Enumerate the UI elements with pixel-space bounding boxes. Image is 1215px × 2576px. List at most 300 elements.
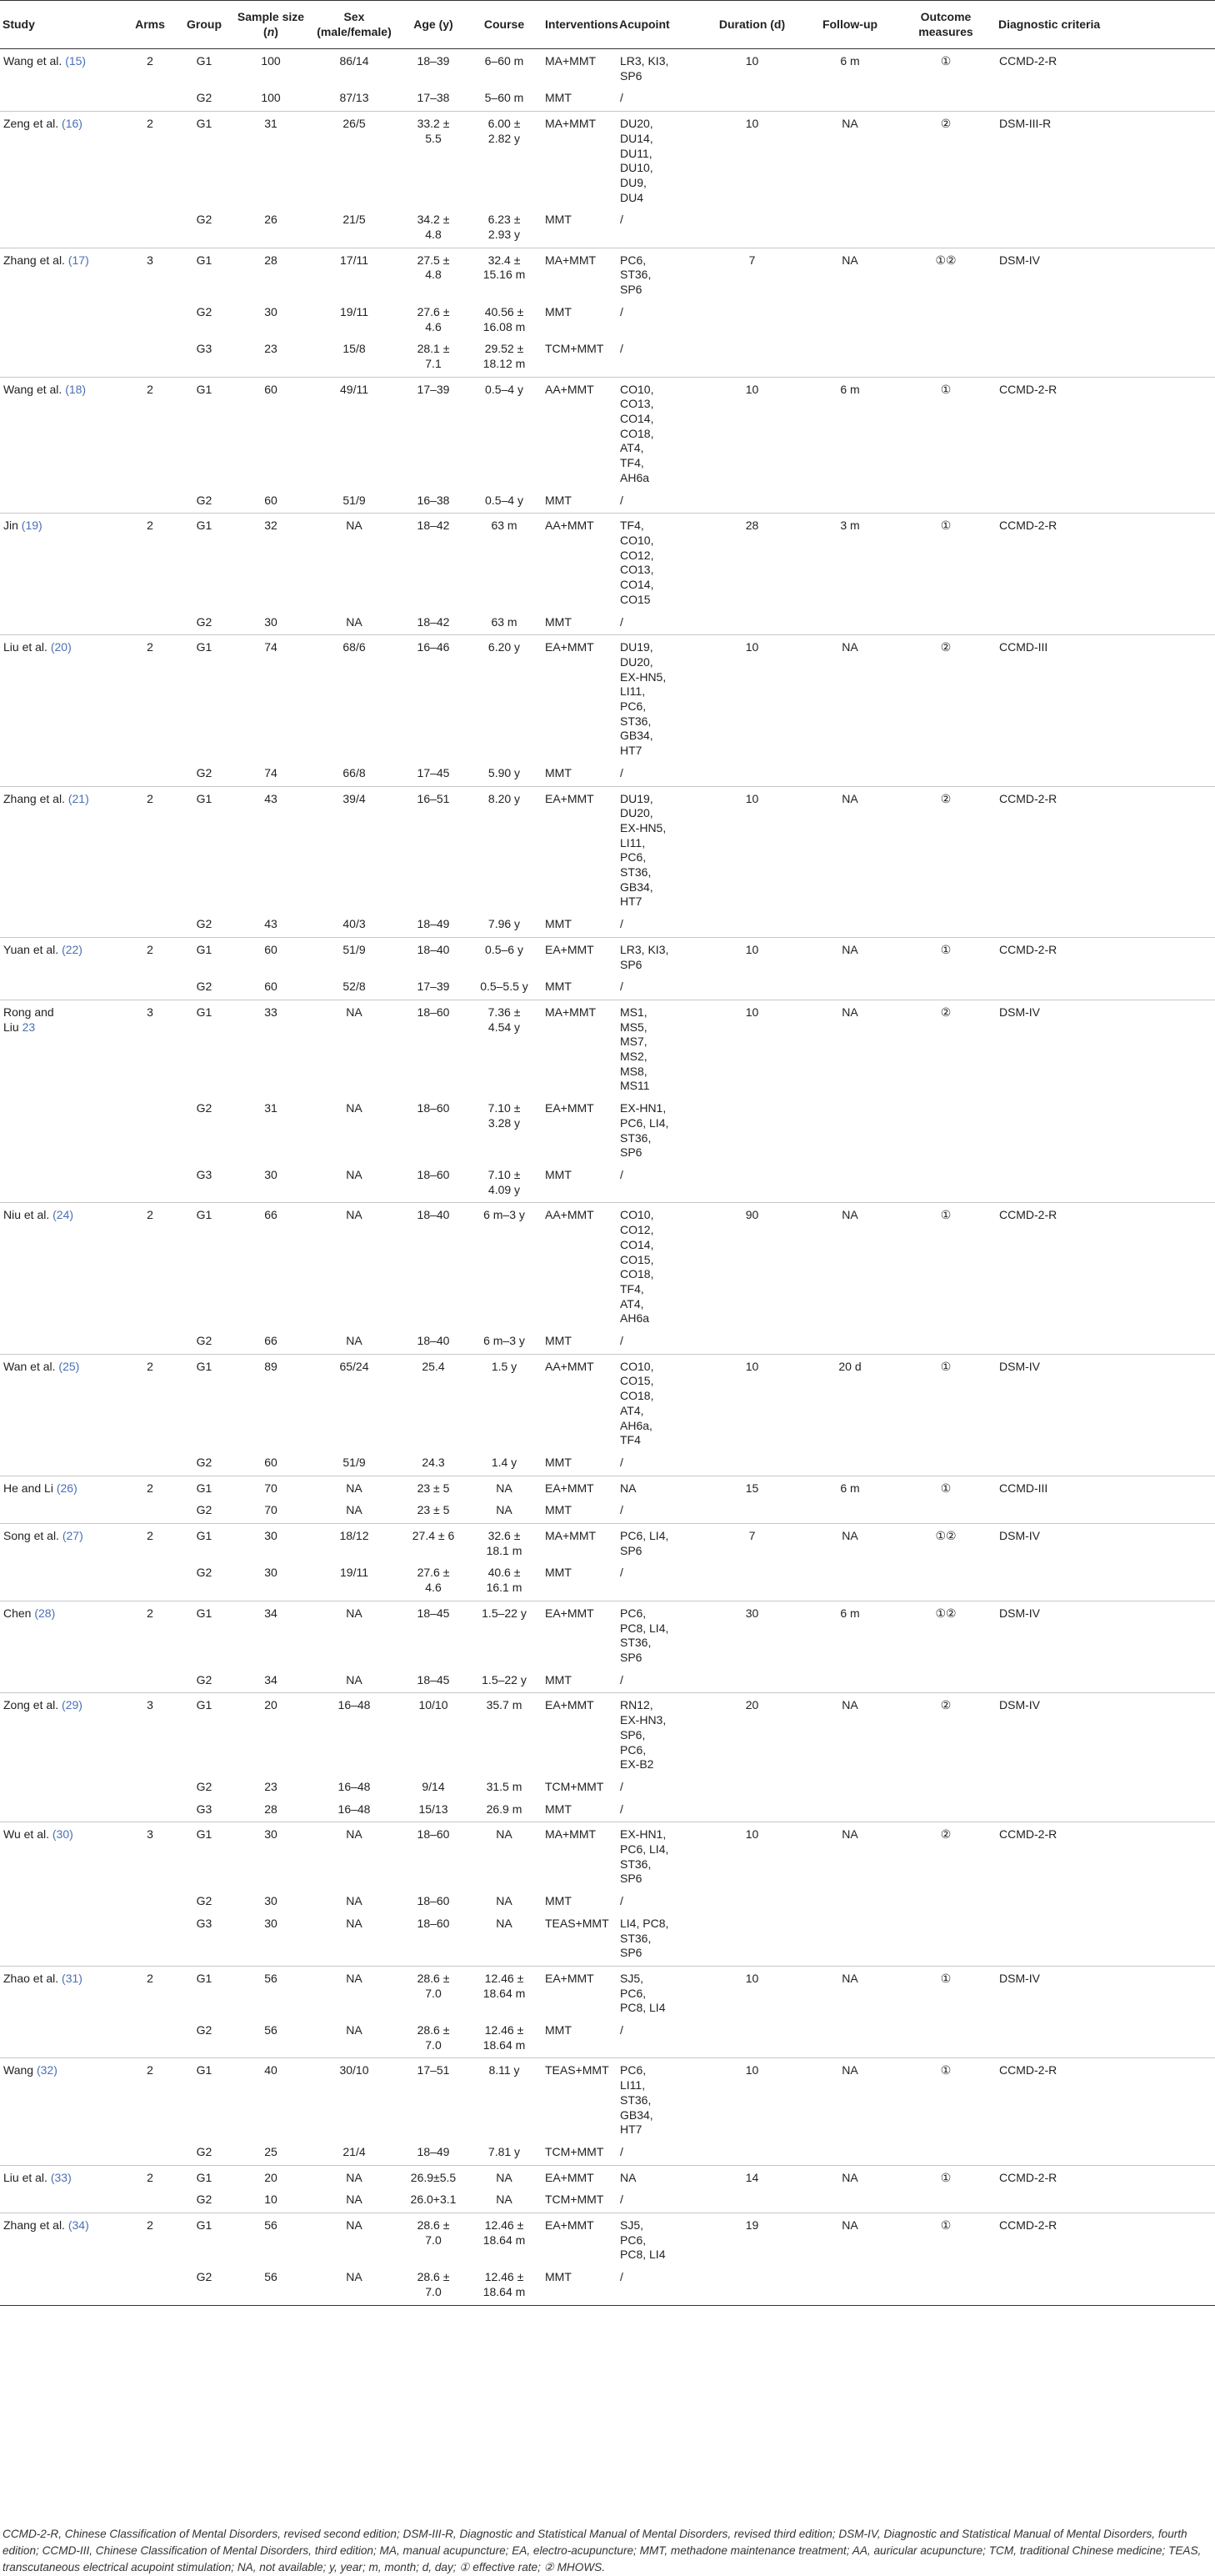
study-name: Zhang et al. bbox=[3, 253, 65, 267]
sex-cell: NA bbox=[346, 2193, 362, 2207]
age-cell: 25.4 bbox=[400, 1354, 467, 1453]
duration-cell bbox=[700, 1453, 804, 1476]
sex-cell: 16–48 bbox=[308, 1693, 400, 1777]
sample-size-cell: 66 bbox=[264, 1334, 278, 1348]
follow-up-cell bbox=[804, 491, 896, 514]
table-row bbox=[0, 1524, 1215, 1564]
outcome-measures-cell: ① bbox=[896, 2213, 996, 2268]
arms-cell: 2 bbox=[125, 514, 175, 613]
course-cell: NA bbox=[467, 1476, 542, 1501]
acupoint-cell: / bbox=[620, 342, 623, 356]
outcome-measures-cell: ② bbox=[896, 1693, 996, 1777]
arms-cell bbox=[125, 303, 175, 339]
age-cell: 17–38 bbox=[417, 91, 450, 105]
study-cell bbox=[0, 491, 125, 514]
acupoint-cell: / bbox=[620, 2193, 623, 2207]
study-cell bbox=[0, 2021, 125, 2058]
outcome-measures-cell: ① bbox=[896, 1354, 996, 1453]
follow-up-cell: 6 m bbox=[804, 1476, 896, 1501]
study-cell bbox=[0, 1501, 125, 1523]
study-reference: (28) bbox=[34, 1606, 56, 1620]
study-name: Wang et al. bbox=[3, 54, 62, 68]
duration-cell: 19 bbox=[700, 2213, 804, 2268]
group-cell: G2 bbox=[196, 2144, 212, 2158]
follow-up-cell bbox=[804, 977, 896, 1000]
interventions-cell: AA+MMT bbox=[542, 1203, 617, 1331]
arms-cell: 3 bbox=[125, 1822, 175, 1892]
age-cell: 27.4 ± 6 bbox=[400, 1524, 467, 1564]
diagnostic-criteria-cell bbox=[996, 2021, 1215, 2058]
duration-cell: 7 bbox=[700, 248, 804, 303]
interventions-cell: MMT bbox=[545, 1455, 572, 1469]
sex-cell: NA bbox=[346, 1503, 362, 1517]
study-reference: (26) bbox=[56, 1481, 78, 1495]
sex-cell: 87/13 bbox=[339, 91, 369, 105]
header-course: Course bbox=[467, 1, 542, 49]
age-cell: 27.6 ± 4.6 bbox=[417, 304, 450, 333]
table-row bbox=[0, 1892, 1215, 1914]
header-diagnostic-criteria: Diagnostic criteria bbox=[996, 1, 1215, 49]
age-cell: 9/14 bbox=[422, 1779, 445, 1793]
follow-up-cell: NA bbox=[804, 1000, 896, 1099]
arms-cell bbox=[125, 764, 175, 786]
study-name: Wang bbox=[3, 2063, 34, 2077]
duration-cell bbox=[700, 1165, 804, 1203]
course-cell: 7.36 ± 4.54 y bbox=[467, 1000, 542, 1099]
study-reference: (33) bbox=[50, 2170, 72, 2184]
outcome-measures-cell bbox=[896, 210, 996, 248]
study-reference: (16) bbox=[62, 117, 82, 131]
arms-cell: 2 bbox=[125, 1966, 175, 2021]
duration-cell bbox=[700, 1501, 804, 1523]
study-cell bbox=[0, 1331, 125, 1354]
group-cell: G1 bbox=[175, 248, 233, 303]
sex-cell: NA bbox=[308, 1601, 400, 1670]
follow-up-cell bbox=[804, 1331, 896, 1354]
diagnostic-criteria-cell: CCMD-2-R bbox=[996, 2213, 1215, 2268]
sample-size-cell: 28 bbox=[264, 1802, 278, 1816]
course-cell: 8.11 y bbox=[467, 2058, 542, 2142]
group-cell: G1 bbox=[175, 1203, 233, 1331]
outcome-measures-cell bbox=[896, 1914, 996, 1967]
duration-cell bbox=[700, 1800, 804, 1822]
arms-cell bbox=[125, 613, 175, 635]
group-cell: G1 bbox=[175, 112, 233, 211]
age-cell: 18–39 bbox=[400, 49, 467, 89]
study-cell bbox=[0, 1563, 125, 1601]
outcome-measures-cell: ② bbox=[896, 1000, 996, 1099]
acupoint-cell: / bbox=[620, 917, 623, 931]
table-row bbox=[0, 1800, 1215, 1822]
age-cell: 10/10 bbox=[400, 1693, 467, 1777]
header-age: Age (y) bbox=[400, 1, 467, 49]
follow-up-cell bbox=[804, 2190, 896, 2213]
follow-up-cell: NA bbox=[804, 1203, 896, 1331]
outcome-measures-cell bbox=[896, 613, 996, 635]
sample-size-cell: 28 bbox=[233, 248, 308, 303]
table-row bbox=[0, 1822, 1215, 1892]
sample-size-cell: 30 bbox=[264, 1168, 278, 1181]
table-row bbox=[0, 937, 1215, 977]
table-row bbox=[0, 977, 1215, 1000]
course-cell: 8.20 y bbox=[467, 786, 542, 915]
diagnostic-criteria-cell bbox=[996, 88, 1215, 111]
table-row bbox=[0, 1099, 1215, 1165]
study-cell bbox=[0, 977, 125, 1000]
course-cell: 0.5–6 y bbox=[467, 937, 542, 977]
study-cell bbox=[0, 112, 125, 211]
study-name: Chen bbox=[3, 1606, 32, 1620]
sex-cell: NA bbox=[346, 1101, 362, 1115]
follow-up-cell: NA bbox=[804, 1822, 896, 1892]
follow-up-cell bbox=[804, 1914, 896, 1967]
table-row bbox=[0, 2142, 1215, 2165]
sample-size-cell: 60 bbox=[264, 493, 278, 507]
group-cell: G1 bbox=[175, 2058, 233, 2142]
study-cell bbox=[0, 1966, 125, 2021]
study-cell bbox=[0, 635, 125, 764]
table-row bbox=[0, 377, 1215, 490]
sex-cell: NA bbox=[346, 1168, 362, 1181]
group-cell: G1 bbox=[175, 1524, 233, 1564]
arms-cell bbox=[125, 491, 175, 514]
duration-cell bbox=[700, 491, 804, 514]
acupoint-cell: LI4, PC8, ST36, SP6 bbox=[620, 1916, 669, 1960]
interventions-cell: MMT bbox=[545, 304, 572, 318]
age-cell: 18–45 bbox=[400, 1601, 467, 1670]
arms-cell: 2 bbox=[125, 377, 175, 490]
acupoint-cell: / bbox=[620, 1894, 623, 1908]
follow-up-cell bbox=[804, 2268, 896, 2305]
sex-cell: 15/8 bbox=[342, 342, 366, 356]
age-cell: 18–60 bbox=[417, 1894, 450, 1908]
duration-cell bbox=[700, 2021, 804, 2058]
interventions-cell: MA+MMT bbox=[542, 248, 617, 303]
table-row bbox=[0, 2268, 1215, 2305]
age-cell: 16–38 bbox=[417, 493, 450, 507]
acupoint-cell: PC6, LI11, ST36, GB34, HT7 bbox=[617, 2058, 700, 2142]
course-cell: 40.6 ± 16.1 m bbox=[486, 1566, 522, 1595]
sample-size-cell: 74 bbox=[264, 765, 278, 779]
outcome-measures-cell: ①② bbox=[896, 1524, 996, 1564]
arms-cell bbox=[125, 1671, 175, 1693]
sample-size-cell: 30 bbox=[264, 304, 278, 318]
study-cell bbox=[0, 1000, 125, 1099]
interventions-cell: EA+MMT bbox=[542, 937, 617, 977]
age-cell: 16–51 bbox=[400, 786, 467, 915]
study-reference: (27) bbox=[62, 1529, 83, 1543]
study-cell bbox=[0, 49, 125, 89]
study-cell bbox=[0, 1601, 125, 1670]
acupoint-cell: DU19, DU20, EX-HN5, LI11, PC6, ST36, GB34, HT7 bbox=[617, 635, 700, 764]
acupoint-cell: / bbox=[620, 980, 623, 994]
study-name: Niu et al. bbox=[3, 1208, 50, 1222]
interventions-cell: EA+MMT bbox=[542, 1476, 617, 1501]
group-cell: G2 bbox=[196, 765, 212, 779]
follow-up-cell bbox=[804, 210, 896, 248]
table-footnote: CCMD-2-R, Chinese Classification of Mental Disorders, revised second edition; DSM-III-R, Diagnostic and Statistical Manual of Mental Disorders, revised third edition; DSM-IV, Diagnostic and Statistical Manual of Mental Disorders, fourth edition; CCMD-III, Chinese Classification of Mental Disorders, third edition; MA, manual acupuncture; EA, electro-acupuncture; MMT, methadone maintenance treatment; AA, auricular acupuncture; TCM, traditional Chinese medicine; TEAS, transcutaneous electrical acupoint stimulation; NA, not available; y, year; m, month; d, day; ① effective rate; ② MHOWS. bbox=[2, 2528, 1202, 2573]
group-cell: G1 bbox=[175, 514, 233, 613]
follow-up-cell bbox=[804, 1671, 896, 1693]
age-cell: 18–40 bbox=[417, 1334, 450, 1348]
diagnostic-criteria-cell: CCMD-2-R bbox=[996, 2165, 1215, 2190]
interventions-cell: EA+MMT bbox=[542, 635, 617, 764]
group-cell: G2 bbox=[196, 1334, 212, 1348]
study-name: Zhang et al. bbox=[3, 2218, 65, 2233]
outcome-measures-cell bbox=[896, 2142, 996, 2165]
arms-cell bbox=[125, 1453, 175, 1476]
age-cell: 18–42 bbox=[400, 514, 467, 613]
diagnostic-criteria-cell bbox=[996, 1331, 1215, 1354]
outcome-measures-cell: ①② bbox=[896, 248, 996, 303]
table-row bbox=[0, 1693, 1215, 1777]
outcome-measures-cell: ① bbox=[896, 1203, 996, 1331]
table-row bbox=[0, 786, 1215, 915]
sample-size-cell: 70 bbox=[264, 1503, 278, 1517]
study-name: Zeng et al. bbox=[3, 117, 59, 131]
interventions-cell: TCM+MMT bbox=[545, 342, 604, 356]
arms-cell bbox=[125, 1800, 175, 1822]
course-cell: 6.00 ± 2.82 y bbox=[467, 112, 542, 211]
outcome-measures-cell: ② bbox=[896, 635, 996, 764]
outcome-measures-cell bbox=[896, 1331, 996, 1354]
outcome-measures-cell: ① bbox=[896, 2058, 996, 2142]
follow-up-cell bbox=[804, 1800, 896, 1822]
diagnostic-criteria-cell bbox=[996, 764, 1215, 786]
age-cell: 28.6 ± 7.0 bbox=[417, 2023, 450, 2052]
duration-cell: 10 bbox=[700, 635, 804, 764]
table-row bbox=[0, 303, 1215, 339]
course-cell: NA bbox=[496, 1503, 512, 1517]
sample-size-cell: 30 bbox=[264, 1916, 278, 1930]
outcome-measures-cell bbox=[896, 1777, 996, 1800]
interventions-cell: MMT bbox=[545, 213, 572, 227]
duration-cell: 10 bbox=[700, 112, 804, 211]
acupoint-cell: MS1, MS5, MS7, MS2, MS8, MS11 bbox=[617, 1000, 700, 1099]
diagnostic-criteria-cell bbox=[996, 1800, 1215, 1822]
sample-size-cell: 74 bbox=[233, 635, 308, 764]
duration-cell: 20 bbox=[700, 1693, 804, 1777]
study-name: Yuan et al. bbox=[3, 942, 59, 956]
diagnostic-criteria-cell bbox=[996, 2268, 1215, 2305]
acupoint-cell: SJ5, PC6, PC8, LI4 bbox=[617, 1966, 700, 2021]
course-cell: 12.46 ± 18.64 m bbox=[467, 1966, 542, 2021]
acupoint-cell: DU20, DU14, DU11, DU10, DU9, DU4 bbox=[617, 112, 700, 211]
sex-cell: NA bbox=[308, 1476, 400, 1501]
outcome-measures-cell: ① bbox=[896, 377, 996, 490]
study-cell bbox=[0, 1165, 125, 1203]
acupoint-cell: / bbox=[620, 1802, 623, 1816]
study-reference: (17) bbox=[68, 253, 89, 267]
arms-cell: 2 bbox=[125, 1203, 175, 1331]
sex-cell: NA bbox=[308, 1822, 400, 1892]
acupoint-cell: / bbox=[620, 91, 623, 105]
course-cell: 32.6 ± 18.1 m bbox=[467, 1524, 542, 1564]
follow-up-cell bbox=[804, 2142, 896, 2165]
study-name: Wang et al. bbox=[3, 382, 62, 396]
study-reference: (18) bbox=[65, 382, 87, 396]
age-cell: 27.5 ± 4.8 bbox=[400, 248, 467, 303]
diagnostic-criteria-cell: CCMD-2-R bbox=[996, 1203, 1215, 1331]
duration-cell: 10 bbox=[700, 1966, 804, 2021]
sex-cell: NA bbox=[346, 1334, 362, 1348]
interventions-cell: MMT bbox=[545, 493, 572, 507]
sample-size-cell: 56 bbox=[264, 2023, 278, 2037]
table-row bbox=[0, 1601, 1215, 1670]
duration-cell bbox=[700, 1331, 804, 1354]
outcome-measures-cell bbox=[896, 977, 996, 1000]
interventions-cell: EA+MMT bbox=[545, 1101, 594, 1115]
diagnostic-criteria-cell: DSM-III-R bbox=[996, 112, 1215, 211]
sex-cell: NA bbox=[308, 1000, 400, 1099]
diagnostic-criteria-cell: DSM-IV bbox=[996, 1000, 1215, 1099]
follow-up-cell: NA bbox=[804, 112, 896, 211]
group-cell: G2 bbox=[196, 1101, 212, 1115]
interventions-cell: TCM+MMT bbox=[545, 1779, 604, 1793]
sex-cell: NA bbox=[346, 1894, 362, 1908]
age-cell: 16–46 bbox=[400, 635, 467, 764]
outcome-measures-cell: ① bbox=[896, 514, 996, 613]
study-cell bbox=[0, 1453, 125, 1476]
diagnostic-criteria-cell: CCMD-2-R bbox=[996, 786, 1215, 915]
interventions-cell: MMT bbox=[545, 1566, 572, 1580]
table-row bbox=[0, 2058, 1215, 2142]
acupoint-cell: RN12, EX-HN3, SP6, PC6, EX-B2 bbox=[617, 1693, 700, 1777]
group-cell: G2 bbox=[196, 980, 212, 994]
diagnostic-criteria-cell: CCMD-2-R bbox=[996, 2058, 1215, 2142]
outcome-measures-cell: ① bbox=[896, 937, 996, 977]
study-cell bbox=[0, 88, 125, 111]
sex-cell: 51/9 bbox=[308, 937, 400, 977]
interventions-cell: MA+MMT bbox=[542, 112, 617, 211]
age-cell: 17–51 bbox=[400, 2058, 467, 2142]
duration-cell bbox=[700, 1777, 804, 1800]
group-cell: G2 bbox=[196, 91, 212, 105]
group-cell: G3 bbox=[196, 1916, 212, 1930]
age-cell: 18–49 bbox=[417, 917, 450, 931]
outcome-measures-cell: ①② bbox=[896, 1601, 996, 1670]
duration-cell: 28 bbox=[700, 514, 804, 613]
diagnostic-criteria-cell: CCMD-2-R bbox=[996, 49, 1215, 89]
group-cell: G2 bbox=[196, 1566, 212, 1580]
group-cell: G2 bbox=[196, 1894, 212, 1908]
arms-cell bbox=[125, 1331, 175, 1354]
group-cell: G3 bbox=[196, 1168, 212, 1181]
sex-cell: 30/10 bbox=[308, 2058, 400, 2142]
duration-cell bbox=[700, 1099, 804, 1165]
outcome-measures-cell bbox=[896, 339, 996, 377]
study-reference: (22) bbox=[62, 942, 82, 956]
arms-cell: 2 bbox=[125, 2213, 175, 2268]
arms-cell bbox=[125, 1914, 175, 1967]
group-cell: G1 bbox=[175, 1693, 233, 1777]
outcome-measures-cell bbox=[896, 2268, 996, 2305]
interventions-cell: AA+MMT bbox=[542, 377, 617, 490]
table-row bbox=[0, 339, 1215, 377]
duration-cell bbox=[700, 764, 804, 786]
group-cell: G1 bbox=[175, 377, 233, 490]
table-row bbox=[0, 915, 1215, 937]
duration-cell: 10 bbox=[700, 937, 804, 977]
follow-up-cell: NA bbox=[804, 635, 896, 764]
sex-cell: 68/6 bbox=[308, 635, 400, 764]
group-cell: G2 bbox=[175, 2268, 233, 2305]
study-reference: (31) bbox=[62, 1971, 82, 1985]
follow-up-cell: 6 m bbox=[804, 377, 896, 490]
sample-size-cell: 25 bbox=[264, 2144, 278, 2158]
arms-cell: 2 bbox=[125, 2165, 175, 2190]
header-row bbox=[0, 1, 1215, 49]
outcome-measures-cell: ① bbox=[896, 1966, 996, 2021]
age-cell: 17–39 bbox=[400, 377, 467, 490]
course-cell: 1.5 y bbox=[467, 1354, 542, 1453]
outcome-measures-cell: ① bbox=[896, 1476, 996, 1501]
follow-up-cell: NA bbox=[804, 248, 896, 303]
age-cell: 28.6 ± 7.0 bbox=[400, 2213, 467, 2268]
study-name: Rong and Liu bbox=[3, 1005, 54, 1034]
sample-size-cell: 100 bbox=[233, 49, 308, 89]
acupoint-cell: / bbox=[620, 1566, 623, 1580]
group-cell: G1 bbox=[175, 1476, 233, 1501]
age-cell: 24.3 bbox=[422, 1455, 445, 1469]
course-cell: 35.7 m bbox=[467, 1693, 542, 1777]
follow-up-cell bbox=[804, 303, 896, 339]
sample-size-cell: 32 bbox=[233, 514, 308, 613]
sex-cell: NA bbox=[346, 1916, 362, 1930]
sample-size-cell: 33 bbox=[233, 1000, 308, 1099]
course-cell: 63 m bbox=[467, 514, 542, 613]
course-cell: 26.9 m bbox=[486, 1802, 522, 1816]
sex-cell: 26/5 bbox=[308, 112, 400, 211]
interventions-cell: MMT bbox=[545, 614, 572, 629]
age-cell: 18–60 bbox=[400, 1822, 467, 1892]
acupoint-cell: PC6, ST36, SP6 bbox=[617, 248, 700, 303]
study-reference: 23 bbox=[22, 1020, 36, 1034]
follow-up-cell: NA bbox=[804, 2058, 896, 2142]
acupoint-cell: / bbox=[620, 1779, 623, 1793]
outcome-measures-cell: ① bbox=[896, 49, 996, 89]
table-row bbox=[0, 2165, 1215, 2190]
course-cell: 12.46 ± 18.64 m bbox=[467, 2213, 542, 2268]
duration-cell: 10 bbox=[700, 1354, 804, 1453]
arms-cell: 3 bbox=[125, 1693, 175, 1777]
group-cell: G1 bbox=[175, 1966, 233, 2021]
interventions-cell: MA+MMT bbox=[542, 1000, 617, 1099]
study-cell bbox=[0, 303, 125, 339]
header-study: Study bbox=[0, 1, 125, 49]
age-cell: 18–60 bbox=[417, 1168, 450, 1181]
course-cell: 7.96 y bbox=[488, 917, 521, 931]
acupoint-cell: / bbox=[620, 1334, 623, 1348]
course-cell: 1.5–22 y bbox=[467, 1601, 542, 1670]
study-cell bbox=[0, 1800, 125, 1822]
interventions-cell: MMT bbox=[545, 1894, 572, 1908]
follow-up-cell bbox=[804, 1777, 896, 1800]
acupoint-cell: SJ5, PC6, PC8, LI4 bbox=[617, 2213, 700, 2268]
outcome-measures-cell bbox=[896, 1453, 996, 1476]
course-cell: 6 m–3 y bbox=[483, 1334, 525, 1348]
duration-cell: 7 bbox=[700, 1524, 804, 1564]
follow-up-cell bbox=[804, 1453, 896, 1476]
arms-cell bbox=[125, 1099, 175, 1165]
diagnostic-criteria-cell bbox=[996, 1501, 1215, 1523]
study-cell bbox=[0, 764, 125, 786]
interventions-cell: MMT bbox=[545, 1802, 572, 1816]
table-row bbox=[0, 1563, 1215, 1601]
arms-cell: 2 bbox=[125, 635, 175, 764]
sex-cell: NA bbox=[308, 1203, 400, 1331]
acupoint-cell: / bbox=[620, 493, 623, 507]
